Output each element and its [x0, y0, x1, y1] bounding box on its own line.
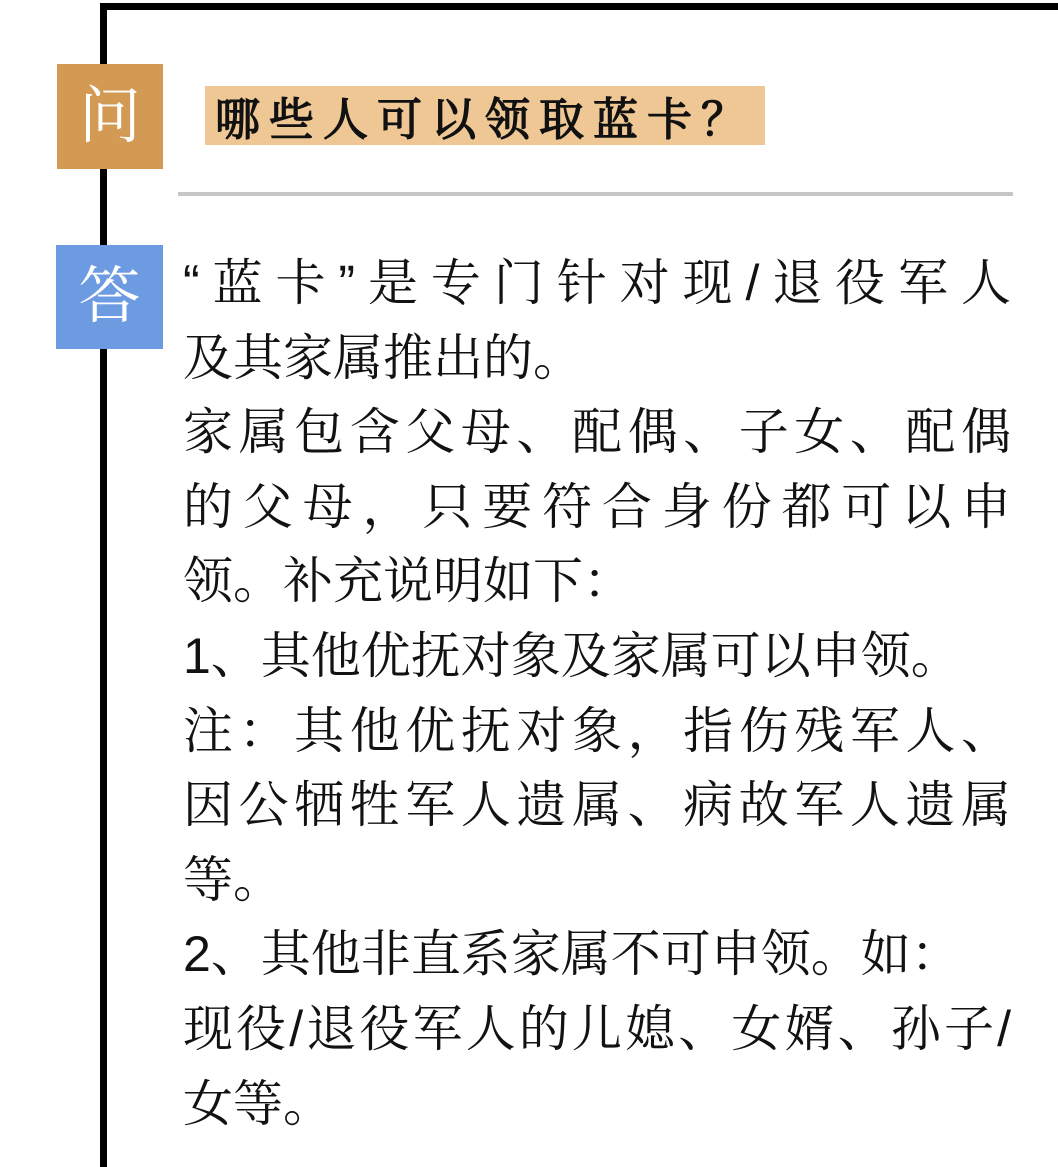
answer-line: 等。: [183, 851, 283, 908]
answer-line: 注：其他优抚对象，指伤残军人、: [183, 702, 1011, 759]
answer-line: 2、其他非直系家属不可申领。如：: [183, 926, 961, 983]
answer-text: [183, 246, 1011, 1141]
frame-top-line: [100, 3, 1058, 10]
divider: [178, 192, 1013, 196]
question-badge-label: 问: [78, 81, 141, 151]
answer-line: 领。补充说明如下：: [183, 553, 633, 610]
answer-line: 家属包含父母、配偶、子女、配偶: [183, 404, 1011, 461]
question-highlight: [205, 86, 765, 145]
answer-line: 因公牺牲军人遗属、病故军人遗属: [183, 777, 1011, 834]
answer-line: 现役/退役军人的儿媳、女婿、孙子/: [183, 1000, 1011, 1057]
answer-line: 1、其他优抚对象及家属可以申领。: [183, 627, 961, 684]
answer-line: “蓝卡”是专门针对现/退役军人: [183, 255, 1011, 311]
answer-line: 及其家属推出的。: [183, 329, 583, 386]
answer-line: 的父母，只要符合身份都可以申: [183, 478, 1011, 535]
answer-line: 女等。: [183, 1075, 333, 1132]
frame-vertical-line: [100, 3, 107, 1167]
question-badge: [57, 64, 163, 169]
answer-badge-label: 答: [78, 262, 141, 331]
answer-badge: [56, 245, 163, 349]
question-text: 哪些人可以领取蓝卡？: [215, 94, 756, 145]
